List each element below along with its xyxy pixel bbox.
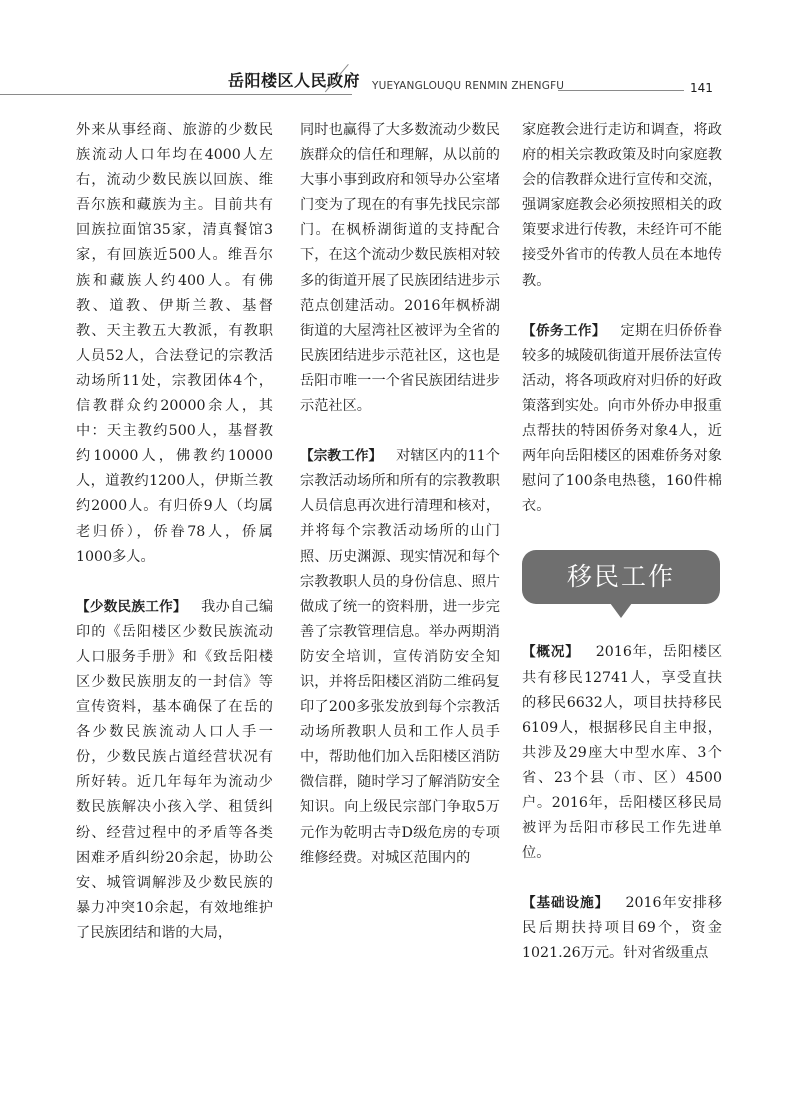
paragraph-gap <box>522 519 722 544</box>
section-label: 【宗教工作】 <box>300 448 383 465</box>
paragraph <box>76 595 273 946</box>
paragraph <box>522 319 722 520</box>
paragraph-text: 2016年安排移民后期扶持项目69个，资金1021.26万元。针对省级重点 <box>522 895 723 962</box>
section-label: 【少数民族工作】 <box>76 598 187 615</box>
text-column-1 <box>76 118 273 946</box>
paragraph-gap <box>522 294 722 319</box>
page-number: 141 <box>690 81 713 95</box>
text-column-2 <box>300 118 500 871</box>
text-column-3 <box>522 118 722 967</box>
paragraph-gap <box>522 866 722 891</box>
paragraph-text: 2016年，岳阳楼区共有移民12741人，享受直扶的移民6632人，项目扶持移民6109人，根据移民自主申报，共涉及29座大中型水库、3个省、23个县（市、区）4500户。2016年，岳阳楼区移民局被评为岳阳市移民工作先进单位。 <box>522 644 723 862</box>
section-label: 【概况】 <box>522 644 580 661</box>
paragraph: 外来从事经商、旅游的少数民族流动人口年均在4000人左右，流动少数民族以回族、维吾尔族和藏族为主。目前共有回族拉面馆35家，清真餐馆3家，有回族近500人。维吾尔族和藏族人约400人。有佛教、道教、伊斯兰教、基督教、天主教五大教派，有教职人员52人，合法登记的宗教活动场所11处，宗教团体4个，信教群众约20000余人，其中：天主教约500人，基督教约10000人，佛教约10000人，道教约1200人，伊斯兰教约2000人。有归侨9人（均属老归侨），侨眷78人，侨属1000多人。 <box>76 122 273 565</box>
paragraph-text: 我办自己编印的《岳阳楼区少数民族流动人口服务手册》和《致岳阳楼区少数民族朋友的一封信》等宣传资料，基本确保了在岳的各少数民族流动人口人手一份，少数民族占道经营状况有所好转。近几年每年为流动少数民族解决小孩入学、租赁纠纷、经营过程中的矛盾等各类困难矛盾纠纷20余起，协助公安、城管调解涉及少数民族的暴力冲突10余起，有效地维护了民族团结和谐的大局， <box>76 598 274 941</box>
paragraph <box>522 891 722 966</box>
paragraph-text: 定期在归侨侨眷较多的城陵矶街道开展侨法宣传活动，将各项政府对归侨的好政策落到实处。向市外侨办申报重点帮扶的特困侨务对象4人，近两年向岳阳楼区的困难侨务对象慰问了100条电热毯，160件棉衣。 <box>522 322 722 515</box>
banner-pointer <box>610 603 632 618</box>
section-label: 【基础设施】 <box>522 895 610 912</box>
header-title: 岳阳楼区人民政府 <box>228 71 361 90</box>
header-rule-right <box>558 90 684 91</box>
paragraph <box>522 640 722 866</box>
paragraph: 同时也赢得了大多数流动少数民族群众的信任和理解，从以前的大事小事到政府和领导办公室堵门变为了现在的有事先找民宗部门。在枫桥湖街道的支持配合下，在这个流动少数民族相对较多的街道开展了民族团结进步示范点创建活动。2016年枫桥湖街道的大屋湾社区被评为全省的民族团结进步示范社区，这也是岳阳市唯一一个省民族团结进步示范社区。 <box>300 122 500 415</box>
paragraph-gap <box>300 419 500 444</box>
header-rule-left <box>0 94 352 95</box>
page-header <box>0 60 805 104</box>
paragraph-gap <box>76 570 273 595</box>
paragraph-text: 对辖区内的11个宗教活动场所和所有的宗教教职人员信息再次进行清理和核对，并将每个宗教活动场所的山门照、历史渊源、现实情况和每个宗教教职人员的身份信息、照片做成了统一的资料册，进一步完善了宗教管理信息。举办两期消防安全培训，宣传消防安全知识，并将岳阳楼区消防二维码复印了200多张发放到每个宗教活动场所教职人员和工作人员手中，帮助他们加入岳阳楼区消防微信群，随时学习了解消防安全知识。向上级民宗部门争取5万元作为乾明古寺D级危房的专项维修经费。对城区范围内的 <box>300 448 500 866</box>
header-subtitle: YUEYANGLOUQU RENMIN ZHENGFU <box>372 80 565 92</box>
section-banner-title: 移民工作 <box>566 562 675 592</box>
section-banner <box>522 550 720 604</box>
paragraph <box>300 444 500 871</box>
paragraph: 家庭教会进行走访和调查，将政府的相关宗教政策及时向家庭教会的信教群众进行宣传和交流，强调家庭教会必须按照相关的政策要求进行传教，未经许可不能接受外省市的传教人员在本地传教。 <box>522 122 722 289</box>
section-label: 【侨务工作】 <box>522 322 606 339</box>
